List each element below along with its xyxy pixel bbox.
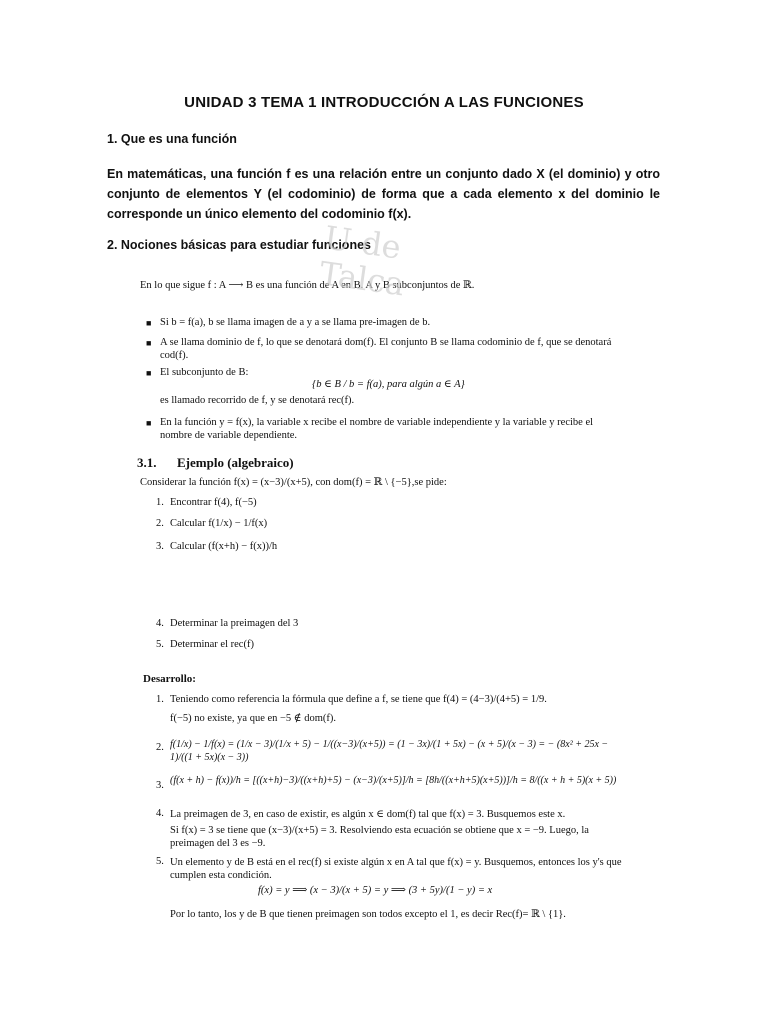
section-2-intro: En lo que sigue f : A ⟶ B es una función de A en B. A y B subconjuntos de ℝ.: [140, 280, 475, 291]
task-number: 4.: [156, 618, 164, 629]
section-1-paragraph: En matemáticas, una función f es una relación entre un conjunto dado X (el dominio) y otro conjunto de elementos Y (el codominio) de forma que a cada elemento x del dominio le corresponde un único elemento del codominio f(x).: [107, 167, 660, 221]
step-number: 1.: [156, 694, 164, 705]
task-text: Calcular f(1/x) − 1/f(x): [170, 518, 268, 529]
example-intro: Considerar la función f(x) = (x−3)/(x+5), con dom(f) = ℝ \ {−5},se pide:: [140, 477, 447, 488]
bullet-item: Si b = f(a), b se llama imagen de a y a se llama pre-imagen de b.: [160, 317, 431, 328]
step-text: Un elemento y de B está en el rec(f) si existe algún x en A tal que f(x) = y. Busquemos, entonces los y's que cumplen esta condición.: [170, 857, 622, 881]
step-number: 3.: [156, 780, 164, 791]
bullet-marker: ■: [146, 318, 152, 328]
step-text: La preimagen de 3, en caso de existir, es algún x ∈ dom(f) tal que f(x) = 3. Busquemos este x.: [170, 809, 566, 820]
watermark: U de Talca: [317, 218, 407, 304]
task-text: Determinar el rec(f): [170, 639, 254, 650]
example-heading: Ejemplo (algebraico): [177, 455, 294, 470]
conclusion-text: Por lo tanto, los y de B que tienen preimagen son todos excepto el 1, es decir Rec(f)= ℝ \ {1}.: [170, 909, 566, 920]
task-number: 2.: [156, 518, 164, 529]
set-formula: {b ∈ B / b = f(a), para algún a ∈ A}: [312, 379, 465, 390]
bullet-item: En la función y = f(x), la variable x recibe el nombre de variable independiente y la variable y recibe el nombre de variable dependiente.: [160, 417, 594, 441]
section-2-heading: 2. Nociones básicas para estudiar funciones: [107, 238, 371, 252]
step-formula: f(x) = y ⟹ (x − 3)/(x + 5) = y ⟹ (3 + 5y)/(1 − y) = x: [258, 885, 493, 896]
step-number: 2.: [156, 742, 164, 753]
bullet-item-continuation: es llamado recorrido de f, y se denotará rec(f).: [160, 395, 355, 406]
task-number: 1.: [156, 497, 164, 508]
step-formula: f(1/x) − 1/f(x) = (1/x − 3)/(1/x + 5) − 1/((x−3)/(x+5)) = (1 − 3x)/(1 + 5x) − (x + 5)/(x − 3) = − (8x² + 25x − 1)/((1 + 5x)(x − 3)): [170, 739, 609, 763]
task-text: Calcular (f(x+h) − f(x))/h: [170, 541, 278, 552]
page-title: UNIDAD 3 TEMA 1 INTRODUCCIÓN A LAS FUNCIONES: [184, 94, 584, 111]
task-text: Encontrar f(4), f(−5): [170, 497, 257, 508]
bullet-item: El subconjunto de B:: [160, 367, 249, 378]
step-number: 4.: [156, 808, 164, 819]
step-formula: (f(x + h) − f(x))/h = [((x+h)−3)/((x+h)+5) − (x−3)/(x+5)]/h = [8h/((x+h+5)(x+5))]/h = 8/((x + h + 5)(x + 5)): [170, 775, 617, 786]
step-text: f(−5) no existe, ya que en −5 ∉ dom(f).: [170, 713, 336, 724]
development-heading: Desarrollo:: [143, 673, 196, 685]
bullet-marker: ■: [146, 338, 152, 348]
bullet-item: A se llama dominio de f, lo que se denotará dom(f). El conjunto B se llama codominio de f, que se denotará cod(f).: [160, 337, 612, 361]
bullet-marker: ■: [146, 368, 152, 378]
step-text: Si f(x) = 3 se tiene que (x−3)/(x+5) = 3. Resolviendo esta ecuación se obtiene que x = −9. Luego, la preimagen del 3 es −9.: [170, 825, 589, 849]
task-number: 3.: [156, 541, 164, 552]
section-1-heading: 1. Que es una función: [107, 132, 237, 146]
example-heading-number: 3.1.: [137, 455, 157, 470]
task-number: 5.: [156, 639, 164, 650]
step-number: 5.: [156, 856, 164, 867]
step-text: Teniendo como referencia la fórmula que define a f, se tiene que f(4) = (4−3)/(4+5) = 1/9.: [170, 694, 547, 705]
bullet-marker: ■: [146, 418, 152, 428]
task-text: Determinar la preimagen del 3: [170, 618, 299, 629]
